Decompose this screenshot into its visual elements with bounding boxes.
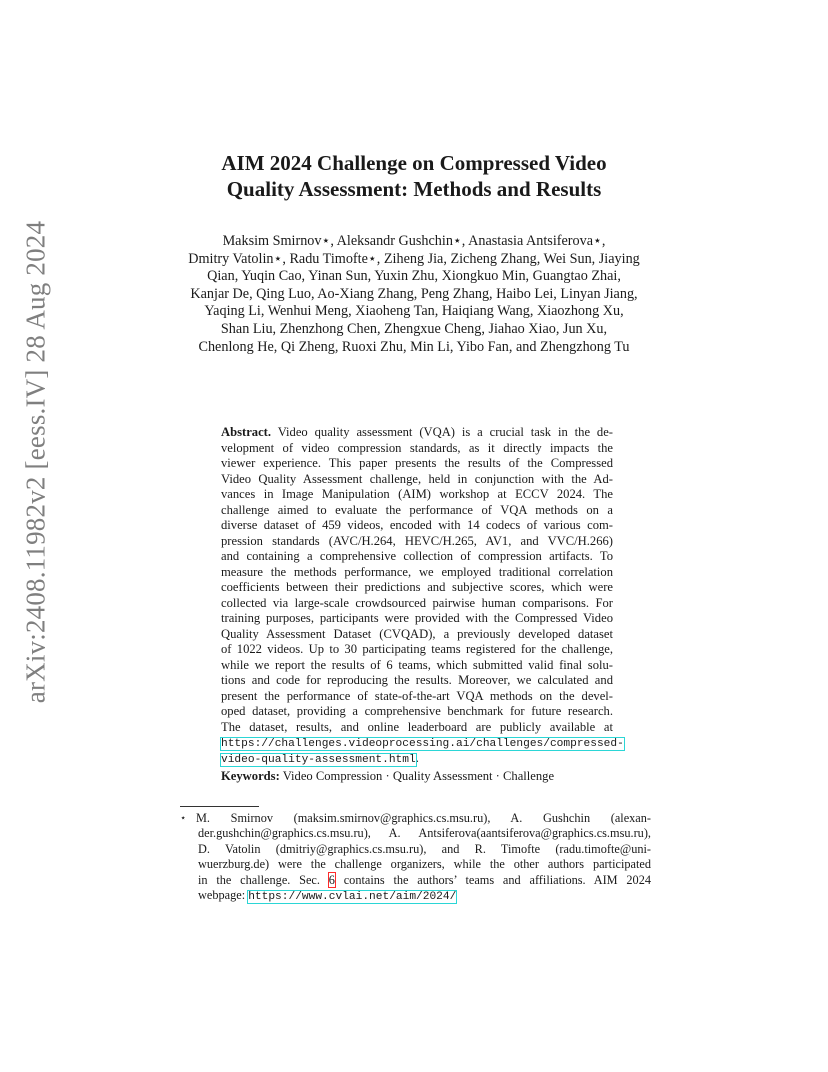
abstract-line: Quality Assessment Dataset (CVQAD), a previously developed dataset xyxy=(221,626,613,641)
abstract-line: collected via large-scale crowdsourced pairwise human comparisons. For xyxy=(221,595,613,610)
author-line: Dmitry Vatolin⋆, Radu Timofte⋆, Ziheng Jia, Zicheng Zhang, Wei Sun, Jiaying xyxy=(188,250,640,267)
abstract-text: Video quality assessment (VQA) is a crucial task in the de- xyxy=(277,425,614,439)
footnote-text: webpage: xyxy=(198,887,246,902)
abstract-line: The dataset, results, and online leaderboard are publicly available at xyxy=(221,719,613,734)
footnote-divider xyxy=(180,806,259,807)
author-line: Maksim Smirnov⋆, Aleksandr Gushchin⋆, Anastasia Antsiferova⋆, xyxy=(222,233,606,249)
webpage-url-link[interactable]: https://www.cvlai.net/aim/2024/ xyxy=(248,890,457,903)
author-list xyxy=(160,233,668,356)
abstract-line: vances in Image Manipulation (AIM) workshop at ECCV 2024. The xyxy=(221,487,613,501)
abstract-line: tions and code for reproducing the results. Moreover, we calculated and xyxy=(221,673,613,687)
abstract-line: oped dataset, providing a comprehensive benchmark for future research. xyxy=(221,704,613,718)
author-line: Yaqing Li, Wenhui Meng, Xiaoheng Tan, Haiqiang Wang, Xiaozhong Xu, xyxy=(204,303,624,320)
footnote-line xyxy=(180,873,651,888)
abstract-line: Video Quality Assessment challenge, held in conjunction with the Ad- xyxy=(221,471,613,486)
abstract xyxy=(221,425,624,766)
abstract-line xyxy=(221,735,624,751)
abstract-line: diverse dataset of 459 videos, encoded with 14 codecs of various com- xyxy=(221,518,613,532)
title-line: AIM 2024 Challenge on Compressed Video xyxy=(221,151,607,175)
challenge-url-link-continued[interactable]: video-quality-assessment.html xyxy=(221,753,416,766)
title-line: Quality Assessment: Methods and Results xyxy=(226,177,602,201)
author-line: Qian, Yuqin Cao, Yinan Sun, Yuxin Zhu, Xiongkuo Min, Guangtao Zhai, xyxy=(207,268,621,285)
abstract-line: training purposes, participants were provided with the Compressed Video xyxy=(221,611,613,625)
footnote-text: in the challenge. Sec. xyxy=(198,872,320,887)
abstract-line xyxy=(221,425,613,441)
abstract-line: viewer experience. This paper presents the results of the Compressed xyxy=(221,456,613,470)
abstract-line: coefficients between their predictions and subjective scores, which were xyxy=(221,580,613,594)
footnote-text: contains the authors’ teams and affiliations. AIM 2024 xyxy=(343,872,652,887)
footnote-line: der.gushchin@graphics.cs.msu.ru), A. Antsiferova(aantsiferova@graphics.cs.msu.ru), xyxy=(198,826,651,841)
abstract-period: . xyxy=(415,750,419,765)
author-line: Kanjar De, Qing Luo, Ao-Xiang Zhang, Peng Zhang, Haibo Lei, Linyan Jiang, xyxy=(190,285,638,302)
keywords xyxy=(221,769,554,784)
footnote-text: M. Smirnov (maksim.smirnov@graphics.cs.msu.ru), A. Gushchin (alexan- xyxy=(196,811,651,825)
abstract-line: present the performance of state-of-the-art VQA methods on the devel- xyxy=(221,688,613,703)
keywords-text: Video Compression · Quality Assessment · Challenge xyxy=(282,769,555,783)
abstract-line: and containing a comprehensive collection of compression artifacts. To xyxy=(221,549,613,563)
author-line: Shan Liu, Zhenzhong Chen, Zhengxue Cheng, Jiahao Xiao, Jun Xu, xyxy=(220,320,608,337)
keywords-label: Keywords: xyxy=(221,769,280,783)
abstract-line: velopment of video compression standards, as it directly impacts the xyxy=(221,440,613,455)
abstract-line: of 1022 videos. Up to 30 participating teams registered for the challenge, xyxy=(221,642,613,656)
paper-title xyxy=(160,150,668,202)
abstract-line: measure the methods performance, we employed traditional correlation xyxy=(221,564,613,579)
abstract-label: Abstract. xyxy=(221,425,272,439)
arxiv-identifier: arXiv:2408.11982v2 [eess.IV] 28 Aug 2024 xyxy=(20,220,51,704)
abstract-line xyxy=(221,751,613,767)
abstract-line: challenge aimed to evaluate the performance of VQA methods on a xyxy=(221,502,613,517)
footnote-line: D. Vatolin (dmitriy@graphics.cs.msu.ru), and R. Timofte (radu.timofte@uni- xyxy=(198,841,651,856)
footnote-line xyxy=(180,811,651,826)
footnote-mark: ⋆ xyxy=(180,813,187,824)
challenge-url-link[interactable]: https://challenges.videoprocessing.ai/challenges/compressed- xyxy=(221,738,624,750)
abstract-line: while we report the results of 6 teams, which submitted valid final solu- xyxy=(221,657,613,672)
footnote-line xyxy=(180,888,651,903)
section-reference-link[interactable]: 6 xyxy=(328,872,335,887)
abstract-line: pression standards (AVC/H.264, HEVC/H.265, AV1, and VVC/H.266) xyxy=(221,533,613,548)
footnote-line: wuerzburg.de) were the challenge organizers, while the other authors participated xyxy=(198,857,651,872)
author-line: Chenlong He, Qi Zheng, Ruoxi Zhu, Min Li, Yibo Fan, and Zhengzhong Tu xyxy=(198,338,630,355)
footnote xyxy=(180,811,651,903)
